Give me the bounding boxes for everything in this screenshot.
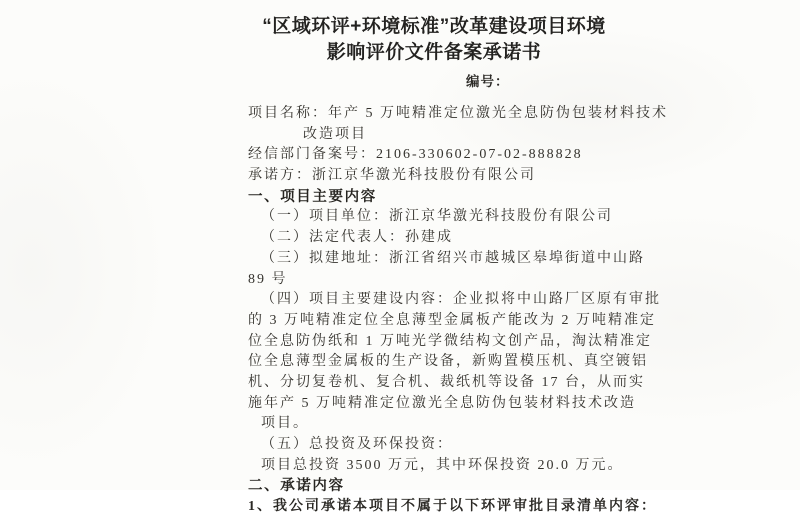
doc-title [248,14,620,66]
record-number-line: 经信部门备案号：2106-330602-07-02-888828 [248,147,583,163]
section1-heading: 一、项目主要内容 [248,188,377,205]
item-investment-heading: （五）总投资及环保投资： [261,437,453,452]
project-name-line: 项目名称：年产 5 万吨精准定位激光全息防伪包装材料技术 [248,106,668,121]
scanned-document [248,14,668,518]
promisor-line: 承诺方：浙江京华激光科技股份有限公司 [248,168,536,184]
item-project-unit: （一）项目单位：浙江京华激光科技股份有限公司 [261,209,613,225]
item-legal-representative: （二）法定代表人：孙建成 [261,230,453,246]
item-construction-content-line6: 施年产 5 万吨精准定位激光全息防伪包装材料技术改造 [248,395,636,411]
item-construction-content-line4: 位全息薄型金属板的生产设备，新购置模压机、真空镀铝 [248,354,648,370]
doc-title-line1: “区域环评+环境标准”改革建设项目环境 [262,16,606,37]
doc-body [248,104,668,518]
item-construction-content-line5: 机、分切复卷机、复合机、裁纸机等设备 17 台，从而实 [248,374,645,390]
item-construction-content-line1: （四）项目主要建设内容：企业拟将中山路厂区原有审批 [261,292,661,308]
doc-title-line2: 影响评价文件备案承诺书 [326,42,542,63]
commitment-item-1: 1、我公司承诺本项目不属于以下环评审批目录清单内容： [248,499,657,515]
section2-heading: 二、承诺内容 [248,478,345,495]
item-construction-content-line2: 的 3 万吨精准定位全息薄型金属板产能改为 2 万吨精准定 [248,312,656,328]
item-construction-content-line3: 位全息防伪纸和 1 万吨光学微结构文创产品，淘汰精准定 [248,333,652,349]
investment-amount-line: 项目总投资 3500 万元，其中环保投资 20.0 万元。 [261,457,624,473]
item-site-address-line2: 89 号 [248,271,288,287]
item-site-address-line1: （三）拟建地址：浙江省绍兴市越城区皋埠街道中山路 [261,250,645,266]
project-name-continuation: 改造项目 [303,126,367,142]
item-construction-content-line7: 项目。 [261,416,309,432]
serial-number-label: 编号： [466,74,510,89]
